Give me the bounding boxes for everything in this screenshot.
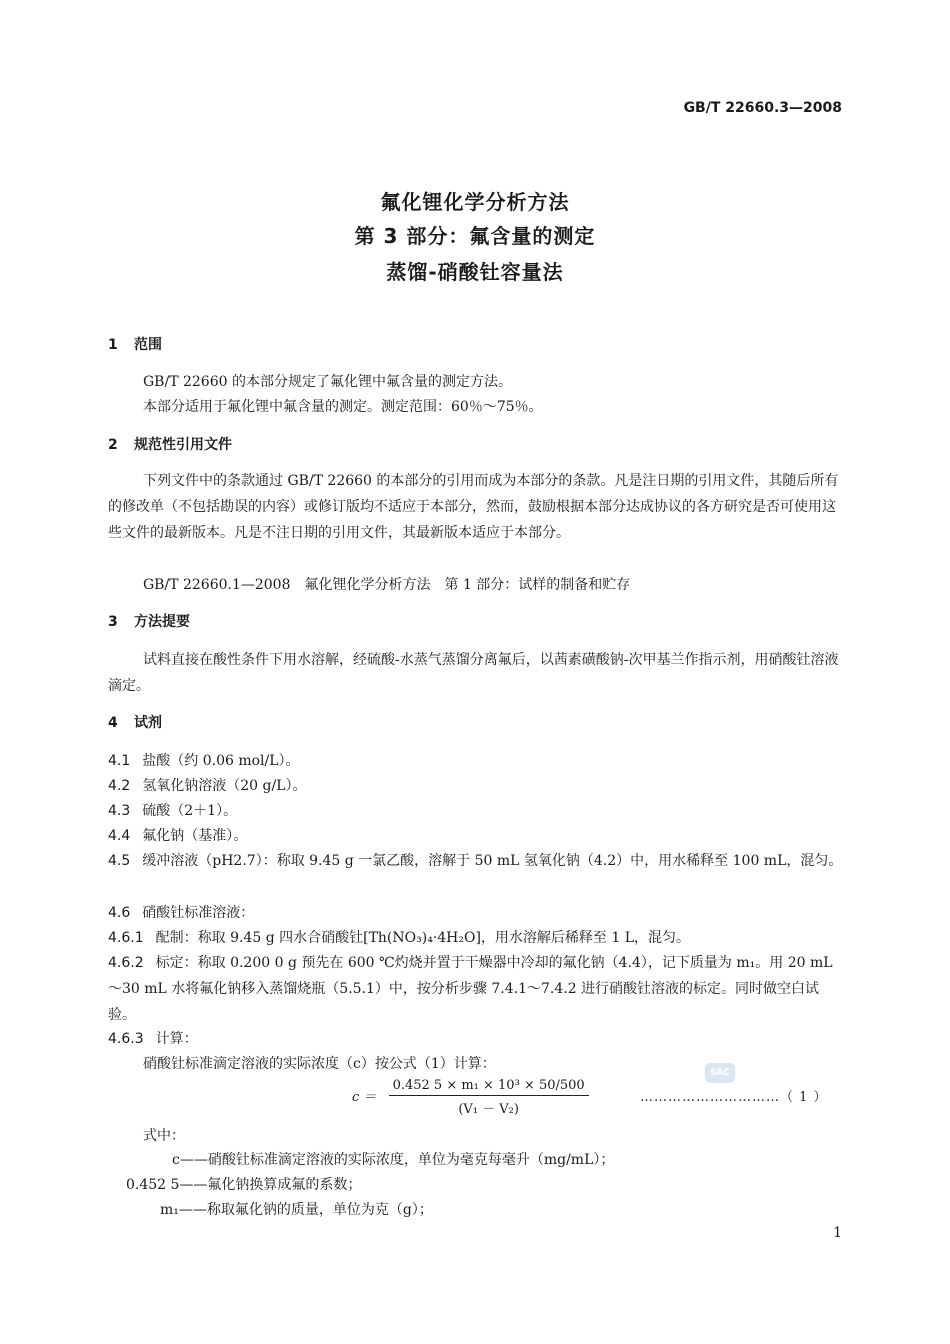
section-title: 规范性引用文件 <box>134 437 232 453</box>
sac-watermark: SAC <box>705 1063 735 1083</box>
definition-c: c——硝酸钍标准滴定溶液的实际浓度，单位为毫克每毫升（mg/mL）； <box>172 1152 615 1168</box>
section-2-paragraph: 下列文件中的条款通过 GB/T 22660 的本部分的引用而成为本部分的条款。凡是注日期的引用文件，其随后所有的修改单（不包括勘误的内容）或修订版均不适应于本部分，然而，鼓励根据本部分达成协议的各方研究是否可使用这些文件的最新版本。凡是不注日期的引用文件，其最新版本适应于本部分。 <box>108 473 839 541</box>
section-title: 试剂 <box>134 715 162 731</box>
item-number: 4.6 <box>108 905 131 921</box>
item-text: 标定：称取 0.200 0 g 预先在 600 ℃灼烧并置于干燥器中冷却的氟化钠（4.4），记下质量为 m₁。用 20 mL～30 mL 水将氟化钠移入蒸馏烧瓶（5.5.1）中，按分析步骤 7.4.1～7.4.2 进行硝酸钍溶液的标定。同时做空白试验。 <box>108 955 833 1023</box>
section-1-paragraph-1: GB/T 22660 的本部分规定了氟化锂中氟含量的测定方法。 <box>143 374 512 390</box>
item-text: 硫酸（2＋1）。 <box>142 803 238 819</box>
standard-code: GB/T 22660.3—2008 <box>683 100 842 116</box>
item-text: 氢氧化钠溶液（20 g/L）。 <box>142 778 307 794</box>
item-number: 4.6.3 <box>108 1031 144 1047</box>
reagent-item <box>108 825 247 845</box>
section-number: 1 <box>108 337 118 353</box>
item-number: 4.3 <box>108 803 131 819</box>
document-title-line-3: 蒸馏-硝酸钍容量法 <box>386 260 564 284</box>
definition-m1: m₁——称取氟化钠的质量，单位为克（g）； <box>160 1202 433 1218</box>
reagent-item <box>108 800 237 820</box>
section-title: 范围 <box>134 337 162 353</box>
section-number: 4 <box>108 715 118 731</box>
item-text: 缓冲溶液（pH2.7）：称取 9.45 g 一氯乙酸，溶解于 50 mL 氢氧化钠（4.2）中，用水稀释至 100 mL，混匀。 <box>142 853 843 869</box>
formula-lhs: c ＝ <box>352 1090 377 1105</box>
formula-fraction <box>389 1078 589 1117</box>
reagent-item <box>108 1028 198 1048</box>
definition-coefficient: 0.452 5——氟化钠换算成氟的系数； <box>126 1177 362 1193</box>
formula-1 <box>352 1078 589 1117</box>
section-number: 3 <box>108 614 118 630</box>
section-4-heading <box>108 712 162 732</box>
section-title: 方法提要 <box>134 614 190 630</box>
document-title-line-1: 氟化锂化学分析方法 <box>380 190 570 214</box>
reagent-item <box>108 927 690 947</box>
where-label: 式中： <box>143 1128 185 1144</box>
item-number: 4.6.2 <box>108 955 144 971</box>
item-text: 氟化钠（基准）。 <box>142 828 248 844</box>
item-text: 盐酸（约 0.06 mol/L）。 <box>142 753 300 769</box>
item-text: 硝酸钍标准溶液： <box>142 905 255 921</box>
reagent-item <box>108 775 307 795</box>
section-1-paragraph-2: 本部分适用于氟化锂中氟含量的测定。测定范围：60％～75％。 <box>143 399 543 415</box>
item-text: 配制：称取 9.45 g 四水合硝酸钍[Th(NO₃)₄·4H₂O]，用水溶解后稀释至 1 L，混匀。 <box>155 930 691 946</box>
section-2-heading <box>108 434 232 454</box>
section-3-paragraph: 试料直接在酸性条件下用水溶解，经硫酸-水蒸气蒸馏分离氟后，以茜素磺酸钠-次甲基兰作指示剂，用硝酸钍溶液滴定。 <box>108 652 839 694</box>
formula-denominator: (V₁ － V₂) <box>458 1102 519 1117</box>
document-title-line-2: 第 3 部分：氟含量的测定 <box>354 224 596 248</box>
item-number: 4.1 <box>108 753 131 769</box>
section-number: 2 <box>108 437 118 453</box>
calculation-intro: 硝酸钍标准滴定溶液的实际浓度（c）按公式（1）计算： <box>143 1056 496 1072</box>
reagent-item <box>108 848 843 874</box>
item-text: 计算： <box>155 1031 198 1047</box>
reagent-item <box>108 950 843 1028</box>
formula-numerator: 0.452 5 × m₁ × 10³ × 50/500 <box>389 1078 589 1096</box>
equation-number: …………………………（ 1 ） <box>640 1090 828 1105</box>
section-1-heading <box>108 334 162 354</box>
section-3-heading <box>108 611 190 631</box>
page-number: 1 <box>833 1225 842 1241</box>
item-number: 4.2 <box>108 778 131 794</box>
normative-reference: GB/T 22660.1—2008 氟化锂化学分析方法 第 1 部分：试样的制备和贮存 <box>143 577 631 593</box>
reagent-item <box>108 902 254 922</box>
item-number: 4.6.1 <box>108 930 144 946</box>
item-number: 4.4 <box>108 828 131 844</box>
item-number: 4.5 <box>108 853 131 869</box>
reagent-item <box>108 750 300 770</box>
